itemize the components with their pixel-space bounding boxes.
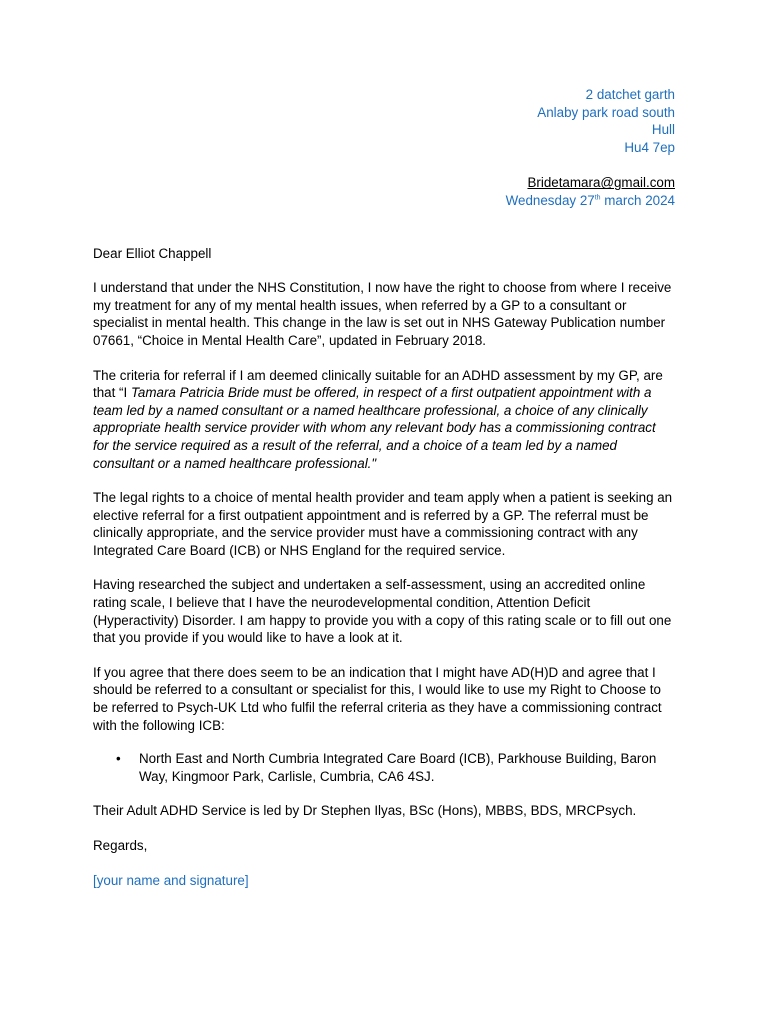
paragraph-rights: I understand that under the NHS Constitution, I now have the right to choose from where I receive my treatment for any of my mental health issues, when referred by a GP to a consultant or specialist in mental health. This change in the law is set out in NHS Gateway Publication number 07661, “Choice in Mental Health Care”, updated in February 2018.	[93, 280, 672, 348]
date-suffix: th	[594, 194, 601, 202]
paragraph-service-lead: Their Adult ADHD Service is led by Dr Stephen Ilyas, BSc (Hons), MBBS, BDS, MRCPsych.	[93, 803, 637, 819]
criteria-intro: The criteria for referral if I am deemed clinically suitable for an ADHD assessment by my GP, are that “I	[93, 367, 663, 401]
signature-placeholder: [your name and signature]	[93, 872, 249, 888]
address-street: 2 datchet garth	[585, 87, 675, 102]
letter-date	[93, 192, 675, 210]
address-postcode: Hu4 7ep	[624, 139, 675, 155]
date-day: Wednesday 27	[505, 192, 595, 208]
address-spacer	[93, 156, 675, 174]
paragraph-referral-request: If you agree that there does seem to be an indication that I might have AD(H)D and agree that I should be referred to a consultant or specialist for this, I would like to use my Right to Choose to be referred to Psych-UK Ltd who fulfil the referral criteria as they have a commissioning contract with the following ICB:	[93, 664, 662, 733]
icb-address: North East and North Cumbria Integrated Care Board (ICB), Parkhouse Building, Baron Way, Kingmoor Park, Carlisle, Cumbria, CA6 4SJ.	[139, 751, 657, 784]
address-city: Hull	[651, 122, 675, 138]
letter-page	[93, 86, 675, 889]
salutation: Dear Elliot Chappell	[93, 245, 212, 261]
paragraph-legal-rights: The legal rights to a choice of mental health provider and team apply when a patient is seeking an elective referral for a first outpatient appointment and is referred by a GP. The referral must be clinically appropriate, and the service provider must have a commissioning contract with any Integrated Care Board (ICB) or NHS England for the required service.	[93, 490, 673, 558]
paragraph-criteria	[93, 367, 675, 473]
bullet-icon: •	[116, 751, 121, 767]
email-line	[93, 174, 675, 192]
paragraph-self-assessment: Having researched the subject and undertaken a self-assessment, using an accredited online rating scale, I believe that I have the neurodevelopmental condition, Attention Deficit (Hyperactivity) Disorder. I am happy to provide you with a copy of this rating scale or to fill out one that you provide if you would like to have a look at it.	[93, 577, 672, 646]
closing: Regards,	[93, 838, 148, 853]
criteria-quote: Tamara Patricia Bride must be offered, in respect of a first outpatient appointment with a team led by a named consultant or a named healthcare professional, a choice of any clinically appropriate health service provider with whom any relevant body has a commissioning contract for the service required as a result of the referral, and a choice of a team led by a named consultant or a named healthcare professional."	[93, 385, 656, 471]
sender-address-block	[93, 86, 675, 210]
icb-list	[93, 750, 675, 785]
list-item	[116, 750, 675, 785]
address-road: Anlaby park road south	[537, 104, 675, 120]
date-month-year: march 2024	[600, 192, 675, 208]
email-link[interactable]: Bridetamara@gmail.com	[527, 175, 675, 191]
